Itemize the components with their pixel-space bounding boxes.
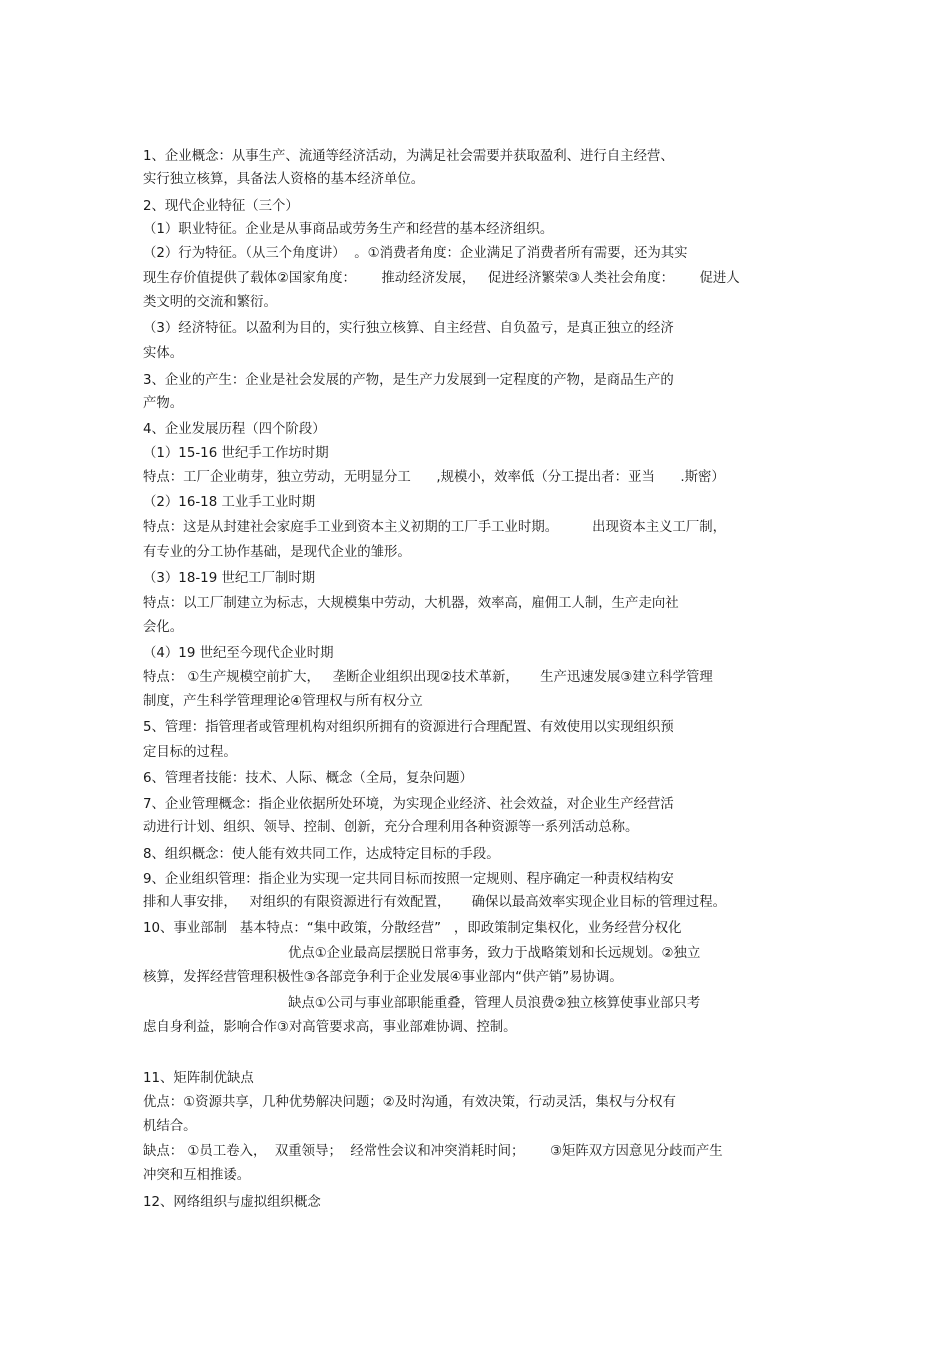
text-line: 制度，产生科学管理理论④管理权与所有权分立: [143, 694, 423, 709]
text-line: （4）19 世纪至今现代企业时期: [143, 646, 334, 661]
text-line: 5、管理：指管理者或管理机构对组织所拥有的资源进行合理配置、有效使用以实现组织预: [143, 720, 674, 735]
text-line: 有专业的分工协作基础，是现代企业的雏形。: [143, 545, 411, 560]
text-line: （2）16-18 工业手工业时期: [143, 495, 316, 510]
text-line: 定目标的过程。: [143, 745, 237, 760]
text-line: 现生存价值提供了载体②国家角度： 推动经济发展， 促进经济繁荣③人类社会角度： 促进人: [143, 271, 740, 286]
text-line: 实体。: [143, 346, 184, 361]
text-line: 1、企业概念：从事生产、流通等经济活动，为满足社会需要并获取盈利、进行自主经营、: [143, 149, 674, 164]
text-line: 虑自身利益，影响合作③对高管要求高，事业部难协调、控制。: [143, 1020, 517, 1035]
text-line: 实行独立核算，具备法人资格的基本经济单位。: [143, 172, 425, 187]
text-line: 6、管理者技能：技术、人际、概念（全局，复杂问题）: [143, 771, 473, 786]
text-line: （2）行为特征。（从三个角度讲） 。①消费者角度：企业满足了消费者所有需要，还为其实: [143, 246, 688, 261]
text-line: 3、企业的产生：企业是社会发展的产物，是生产力发展到一定程度的产物，是商品生产的: [143, 373, 674, 388]
text-line: 11、矩阵制优缺点: [143, 1071, 254, 1086]
text-line: 冲突和互相推诿。: [143, 1168, 251, 1183]
text-line: 动进行计划、组织、领导、控制、创新，充分合理利用各种资源等一系列活动总称。: [143, 820, 639, 835]
text-line: 8、组织概念：使人能有效共同工作，达成特定目标的手段。: [143, 847, 500, 862]
text-line: 2、现代企业特征（三个）: [143, 199, 299, 214]
text-line: 4、企业发展历程（四个阶段）: [143, 422, 326, 437]
text-line: 特点：这是从封建社会家庭手工业到资本主义初期的工厂手工业时期。 出现资本主义工厂制，: [143, 520, 727, 535]
text-line: 机结合。: [143, 1119, 197, 1134]
text-line: 缺点①公司与事业部职能重叠，管理人员浪费②独立核算使事业部只考: [288, 996, 701, 1011]
text-line: 12、网络组织与虚拟组织概念: [143, 1195, 321, 1210]
text-line: 9、企业组织管理：指企业为实现一定共同目标而按照一定规则、程序确定一种责权结构安: [143, 872, 674, 887]
text-line: 会化。: [143, 620, 184, 635]
text-line: 特点：以工厂制建立为标志，大规模集中劳动，大机器，效率高，雇佣工人制，生产走向社: [143, 596, 679, 611]
text-line: 优点①企业最高层摆脱日常事务，致力于战略策划和长远规划。②独立: [288, 946, 701, 961]
text-line: （3）经济特征。以盈利为目的，实行独立核算、自主经营、自负盈亏，是真正独立的经济: [143, 321, 674, 336]
text-line: 7、企业管理概念：指企业依据所处环境，为实现企业经济、社会效益，对企业生产经营活: [143, 797, 674, 812]
text-line: （1）15-16 世纪手工作坊时期: [143, 446, 329, 461]
text-line: 缺点： ①员工卷入， 双重领导； 经常性会议和冲突消耗时间； ③矩阵双方因意见分歧而产生: [143, 1144, 723, 1159]
text-line: 类文明的交流和繁衍。: [143, 295, 277, 310]
text-line: （3）18-19 世纪工厂制时期: [143, 571, 316, 586]
text-line: 产物。: [143, 396, 184, 411]
text-line: 优点：①资源共享，几种优势解决问题；②及时沟通，有效决策，行动灵活，集权与分权有: [143, 1095, 676, 1110]
text-line: 特点： ①生产规模空前扩大， 垄断企业组织出现②技术革新， 生产迅速发展③建立科学管理: [143, 670, 713, 685]
text-line: 核算，发挥经营管理积极性③各部竞争利于企业发展④事业部内“供产销”易协调。: [143, 970, 623, 985]
text-line: 特点：工厂企业萌芽，独立劳动，无明显分工 ,规模小，效率低（分工提出者：亚当 .斯密）: [143, 470, 725, 485]
text-line: （1）职业特征。企业是从事商品或劳务生产和经营的基本经济组织。: [143, 222, 554, 237]
text-line: 10、事业部制 基本特点：“集中政策，分散经营” ，即政策制定集权化，业务经营分权化: [143, 921, 682, 936]
text-line: 排和人事安排， 对组织的有限资源进行有效配置， 确保以最高效率实现企业目标的管理过程。: [143, 895, 727, 910]
